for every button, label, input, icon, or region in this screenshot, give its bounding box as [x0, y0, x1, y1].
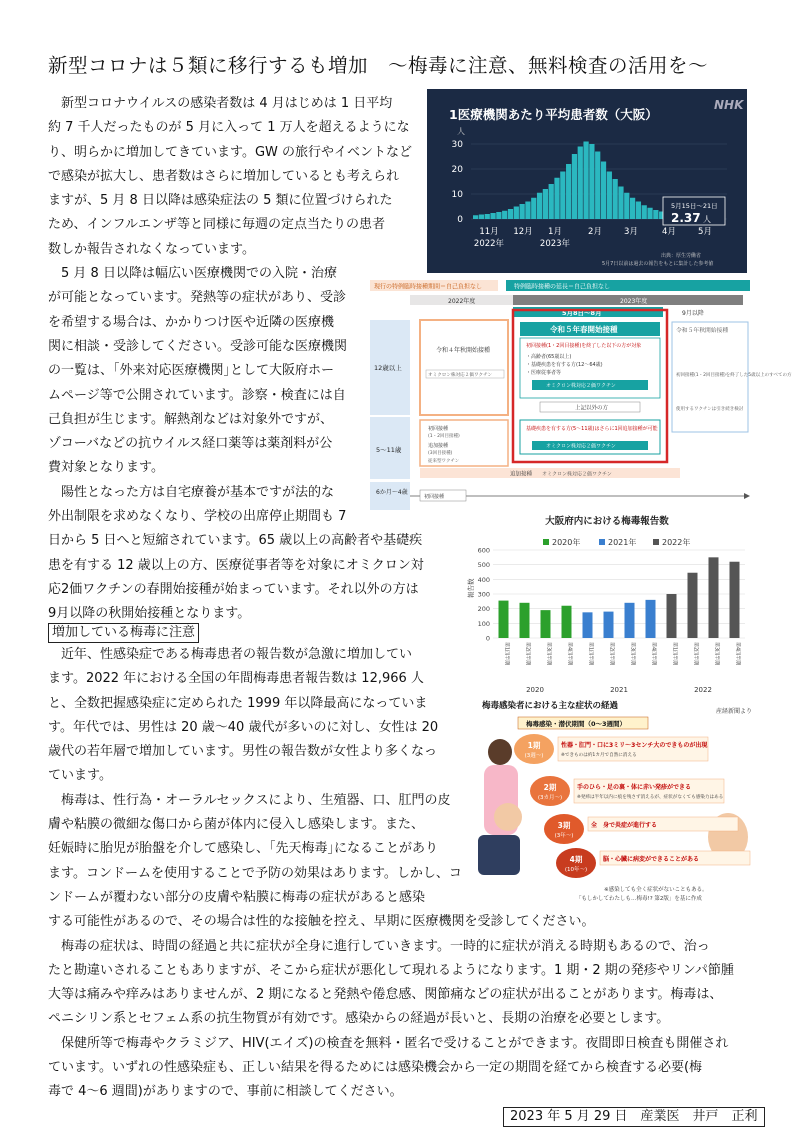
- nhk-logo: NHK: [714, 98, 744, 112]
- syph-x-label: 第1四半期: [587, 642, 594, 666]
- text-line: ますが、5 月 8 日以降は感染症法の 5 類に位置づけられた: [48, 193, 393, 209]
- nhk-bar: [525, 202, 530, 220]
- nhk-bar: [485, 214, 490, 219]
- syph-year-label: 2022: [694, 686, 712, 694]
- nhk-x-label: 11月: [479, 227, 499, 237]
- stage-time: (3カ月～): [537, 795, 563, 801]
- text-line: ムページ等で公開されています。診察・検査には自: [48, 387, 346, 403]
- nhk-bar: [653, 210, 658, 219]
- stage-text1: 全 身で炎症が進行する: [591, 822, 658, 829]
- year2023: 2023年度: [620, 298, 648, 305]
- nhk-bar: [578, 147, 583, 220]
- syph-x-label: 第2四半期: [524, 642, 531, 666]
- nhk-bar: [520, 204, 525, 219]
- text-line: 数しか報告されなくなっています。: [48, 241, 255, 257]
- syph-bar: [625, 603, 635, 638]
- autumn-title: 令和５年秋開始接種: [676, 328, 729, 334]
- text-line: で感染が拡大し、患者数はさらに増加しているとも考えられ: [48, 168, 400, 184]
- nhk-bar: [537, 193, 542, 219]
- text-line: ています。: [48, 768, 112, 784]
- legend2: 特例臨時接種の延長＝自己負担なし: [514, 283, 611, 291]
- other: 上記以外の方: [575, 405, 609, 412]
- nhk-bar: [595, 152, 600, 220]
- text-line: 己負担が生じます。解熱剤などは対象外ですが、: [48, 411, 333, 427]
- symptoms-svg: [478, 697, 756, 907]
- syph-y-tick: 0: [485, 634, 490, 643]
- text-line: する可能性があるので、その場合は性的な接触を控え、早期に医療機関を受診してください。: [48, 914, 595, 930]
- nhk-x-label: 5月: [698, 227, 712, 237]
- nhk-y-tick: 0: [457, 215, 463, 225]
- spring-b1: ・高齢者(65歳以上): [526, 354, 572, 360]
- spring-b2: ・基礎疾患を有する方(12～64歳): [526, 362, 603, 368]
- nhk-x-label: 3月: [624, 227, 638, 237]
- syph-y-tick: 500: [477, 561, 490, 570]
- syphilis-svg: [463, 510, 751, 696]
- nhk-bar: [630, 198, 635, 219]
- syph-title: 大阪府内における梅毒報告数: [545, 516, 669, 527]
- syph-bar: [520, 603, 530, 638]
- sym-note1: ※感染しても全く症状がないこともある。: [604, 887, 708, 893]
- extra-row: 追加接種: [510, 471, 533, 478]
- text-line: の一覧は、｢外来対応医療機関｣として大阪府ホー: [48, 363, 335, 379]
- infant: 初回接種: [424, 494, 445, 500]
- syph-x-label: 第3四半期: [629, 642, 636, 666]
- stage-time: (3週～): [524, 753, 544, 759]
- text-line: ます。2022 年における全国の年間梅毒患者報告数は 12,966 人: [48, 671, 424, 687]
- syph-bar: [646, 600, 656, 638]
- nhk-bar: [618, 187, 623, 220]
- nhk-bar: [496, 212, 501, 219]
- text-line: 近年、性感染症である梅毒患者の報告数が急激に増加してい: [48, 647, 413, 662]
- syph-x-label: 第4四半期: [734, 642, 741, 666]
- stage-text1: 性器・肛門・口に3ミリ～3センチ大のできものが出現: [561, 742, 708, 749]
- syph-y-tick: 600: [477, 546, 490, 555]
- nhk-bar: [549, 184, 554, 219]
- syph-bars: [499, 557, 740, 638]
- text-line: 梅毒は、性行為・オーラルセックスにより、生殖器、口、肛門の皮: [48, 792, 451, 808]
- text-line: ンドームが覆わない部分の皮膚や粘膜に梅毒の症状があると感染: [48, 889, 426, 905]
- text-line: ています。いずれの性感染症も、正しい結果を得るためには感染機会から一定の期間を経てから検査する必要(梅: [48, 1060, 703, 1076]
- nhk-y-tick: 20: [451, 165, 463, 175]
- nhk-source-1: 出典：厚生労働省: [661, 253, 702, 259]
- text-line: 梅毒の症状は、時間の経過と共に症状が全身に進行していきます。一時的に症状が消える時期もあるので、治っ: [48, 938, 710, 954]
- text-line: 外出制限を求めなくなり、学校の出席停止期間も 7: [48, 509, 347, 525]
- nhk-chart-title: 1医療機関あたり平均患者数（大阪）: [449, 107, 658, 122]
- syph-x-labels: [504, 642, 742, 694]
- text-line: り、明らかに増加してきています。GW の旅行やイベントなど: [48, 144, 413, 160]
- extra-label: 追加接種: [428, 443, 449, 449]
- syph-bar: [667, 594, 677, 638]
- nhk-x-label: 2月: [588, 227, 602, 237]
- nhk-bar: [589, 144, 594, 219]
- nhk-callout-unit: 人: [703, 215, 711, 224]
- extra-row-vac: オミクロン株対応２価ワクチン: [542, 471, 612, 478]
- vaccine-svg: [370, 280, 792, 512]
- sym-title: 梅毒感染者における主な症状の経過: [482, 701, 619, 711]
- legend-label: 2022年: [662, 538, 691, 547]
- initial-sub: (1・2回目接種): [428, 434, 460, 439]
- nhk-bar: [514, 207, 519, 220]
- text-line: 9月以降の秋開始接種となります。: [48, 606, 251, 622]
- syph-x-label: 第1四半期: [503, 642, 510, 666]
- stage-label: 2期: [543, 783, 557, 792]
- text-line: 日から 5 日へと短縮されています。65 歳以上の高齢者や基礎疾: [48, 533, 423, 549]
- syphilis-bar-chart: [463, 510, 751, 696]
- nhk-bar: [543, 189, 548, 219]
- syphilis-symptoms-figure: [478, 697, 756, 907]
- nhk-bar: [490, 213, 495, 219]
- text-line: 歳代の若年層で増加しています。男性の報告数が女性より多くなっ: [48, 744, 437, 760]
- spring-title: 令和５年春開始接種: [550, 325, 618, 334]
- nhk-bar: [601, 162, 606, 220]
- text-line: 関に相談・受診してください。受診可能な医療機関: [48, 338, 348, 354]
- text-line: ます。コンドームを使用することで予防の効果はあります。しかし、コ: [48, 865, 462, 881]
- syph-y-tick: 100: [477, 619, 490, 628]
- syph-y-tick: 300: [477, 590, 490, 599]
- sym-header: 梅毒感染・潜伏期間（0～3週間）: [526, 720, 627, 728]
- stage-text2: ※発疹は半年以内に痕を残さず消えるが、症状がなくても感染力はある: [577, 795, 724, 800]
- stage-text1: 脳・心臓に病変ができることがある: [603, 856, 700, 863]
- nhk-bar: [642, 205, 647, 219]
- nhk-bar: [624, 193, 629, 219]
- text-line: 応2価ワクチンの春開始接種が始まっています。それ以外の方は: [48, 581, 419, 597]
- legend-swatch: [599, 539, 605, 545]
- text-line: 保健所等で梅毒やクラミジア、HIV(エイズ)の検査を無料・匿名で受けることができます。夜間即日検査も開催され: [48, 1035, 729, 1051]
- autumn-t1: 初回接種(1・2回目接種)を終了した5歳以上のすべての方: [676, 373, 792, 378]
- text-line: す。年代では、男性は 20 歳～40 歳代が多いのに対し、女性は 20: [48, 719, 439, 735]
- sym-source: 産経新聞より: [716, 708, 753, 715]
- syph-bar: [688, 573, 698, 638]
- text-line: たと勘違いされることもありますが、そこから症状が悪化して現れるようになります。1 期・2 期の発疹やリンパ節腫: [48, 962, 734, 978]
- nhk-bar: [508, 209, 513, 219]
- stage-time: (3年～): [554, 833, 574, 839]
- row1-label: 12歳以上: [374, 364, 402, 372]
- nhk-x-label: 12月: [513, 227, 533, 237]
- nhk-y-tick: 10: [451, 190, 463, 200]
- nhk-bar: [531, 198, 536, 219]
- text-line: 大等は痛みや痒みはありませんが、2 期になると発熱や倦怠感、関節痛などの症状が出ることがあります。梅毒は、: [48, 987, 723, 1003]
- text-line: 費対象となります。: [48, 460, 164, 476]
- nhk-y-tick: 30: [451, 140, 463, 150]
- syph-legend: [543, 537, 690, 547]
- vaccine-schedule-diagram: [370, 280, 792, 512]
- text-line: 毒で 4～6 週間)がありますので、事前に相談してください。: [48, 1084, 403, 1100]
- stage-text2: ※できものは約1カ月で自然に消える: [561, 753, 637, 758]
- syph-x-label: 第4四半期: [650, 642, 657, 666]
- nhk-bar: [572, 154, 577, 219]
- syph-bar: [604, 612, 614, 638]
- intro-paragraphs: [48, 92, 424, 627]
- legend-label: 2020年: [552, 538, 581, 547]
- r4-omicron: オミクロン株対応２価ワクチン: [428, 373, 493, 378]
- nhk-bar: [636, 202, 641, 220]
- r4-label: 令和４年秋開始接種: [436, 347, 491, 354]
- nhk-chart-svg: [427, 89, 747, 273]
- syph-y-tick: 200: [477, 605, 490, 614]
- section-heading-box: [48, 623, 199, 643]
- text-line: を希望する場合は、かかりつけ医や近隣の医療機: [48, 314, 335, 330]
- nhk-bar: [566, 164, 571, 219]
- syph-x-label: 第4四半期: [566, 642, 573, 666]
- syph-x-label: 第3四半期: [545, 642, 552, 666]
- kids-note: 基礎疾患を有する方(5～11歳)はさらに1回追加接種が可能: [526, 426, 658, 432]
- text-line: 患を有する 12 歳以上の方、医療従事者等を対象にオミクロン対: [48, 557, 424, 573]
- nhk-source-2: 5月7日以前は過去の報告をもとに集計した参考値: [602, 261, 714, 267]
- nhk-x-label: 4月: [662, 227, 676, 237]
- nhk-unit: 人: [457, 127, 465, 136]
- syph-bar: [499, 601, 509, 638]
- nhk-year-label: 2023年: [539, 239, 571, 249]
- row3-label: 6か月～4歳: [376, 489, 408, 496]
- stage-label: 1期: [527, 741, 541, 750]
- nhk-bar: [560, 172, 565, 220]
- nhk-bar: [479, 215, 484, 220]
- signature: 2023 年 5 月 29 日 産業医 井戸 正利: [503, 1107, 765, 1127]
- row2-label: 5～11歳: [376, 446, 402, 454]
- infant-arrow-head: [744, 493, 750, 499]
- syph-bar: [709, 557, 719, 638]
- spring-vaccine: オミクロン株対応２価ワクチン: [546, 383, 616, 389]
- nhk-callout-value: 2.37: [671, 211, 701, 225]
- after-sep: 9月以降: [682, 310, 704, 317]
- conventional: 従来型ワクチン: [428, 459, 460, 464]
- section-heading: 増加している梅毒に注意: [48, 623, 199, 643]
- legend-swatch: [543, 539, 549, 545]
- sym-note2: 「もしかしてわたしも…梅毒!? 第2版」を基に作成: [576, 896, 702, 902]
- text-line: と、全数把握感染症に定められた 1999 年以降最高になっていま: [48, 695, 428, 711]
- legend-label: 2021年: [608, 538, 637, 547]
- syph-year-label: 2021: [610, 686, 628, 694]
- syph-bar: [730, 562, 740, 638]
- initial-label: 初回接種: [428, 426, 449, 432]
- nhk-bar: [554, 178, 559, 219]
- syph-year-label: 2020: [526, 686, 544, 694]
- stage-time: (10年～): [564, 867, 588, 873]
- period: 5月8日～8月: [562, 309, 602, 317]
- syph-bar: [541, 610, 551, 638]
- text-line: ゾコーバなどの抗ウイルス経口薬等は薬剤料が公: [48, 436, 333, 452]
- text-line: 膚や粘膜の微細な傷口から菌が体内に侵入し感染します。また、: [48, 817, 424, 833]
- nhk-bar: [502, 211, 507, 219]
- kids-vaccine: オミクロン株対応２価ワクチン: [546, 443, 616, 450]
- nhk-covid-chart: [427, 89, 747, 273]
- row3-bg: [370, 482, 410, 510]
- syph-y-tick: 400: [477, 575, 490, 584]
- text-line: 約 7 千人だったものが 5 月に入って 1 万人を超えるようにな: [48, 120, 410, 136]
- text-line: 妊娠時に胎児が胎盤を介して感染し、｢先天梅毒｣になることがあり: [48, 841, 439, 857]
- page-title: 新型コロナは５類に移行するも増加 ～梅毒に注意、無料検査の活用を～: [48, 54, 709, 77]
- text-line: が可能となっています。発熱等の症状があり、受診: [48, 290, 346, 306]
- syph-x-label: 第2四半期: [608, 642, 615, 666]
- syph-x-label: 第3四半期: [713, 642, 720, 666]
- syph-bar: [583, 612, 593, 638]
- stage-label: 4期: [569, 855, 583, 864]
- syph-bar: [562, 606, 572, 638]
- legend-swatch: [653, 539, 659, 545]
- nhk-callout-period: 5月15日～21日: [671, 202, 718, 210]
- nhk-bar: [473, 215, 478, 219]
- text-line: ため、インフルエンザ等と同様に毎週の定点当たりの患者: [48, 217, 385, 233]
- nhk-bar: [583, 142, 588, 220]
- text-line: 陽性となった方は自宅療養が基本ですが法的な: [48, 484, 335, 500]
- nhk-year-label: 2022年: [473, 239, 505, 249]
- text-line: 新型コロナウイルスの感染者数は 4 月はじめは 1 日平均: [48, 96, 393, 111]
- year2022: 2022年度: [448, 298, 476, 305]
- nhk-bar: [647, 208, 652, 219]
- syph-x-label: 第2四半期: [692, 642, 699, 666]
- autumn-t2: 使用するワクチンは引き続き検討: [676, 407, 744, 412]
- spring-b3: ・医療従事者等: [526, 370, 562, 376]
- text-line: ペニシリン系とセフェム系の抗生物質が有効です。感染からの経過が長いと、長期の治療を必要とします。: [48, 1011, 670, 1027]
- extra-sub: (3回目接種): [428, 451, 453, 456]
- syph-x-label: 第1四半期: [671, 642, 678, 666]
- text-line: 5 月 8 日以降は幅広い医療機関での入院・治療: [48, 266, 337, 282]
- syph-ylabel: 報告数: [467, 578, 475, 598]
- nhk-bar: [607, 172, 612, 220]
- stage-label: 3期: [557, 821, 571, 830]
- nhk-bar: [613, 179, 618, 219]
- r4-box: [420, 320, 508, 415]
- legend1: 現行の特例臨時接種期間＝自己負担なし: [374, 283, 483, 291]
- stage-text1: 手のひら・足の裏・体に赤い発疹ができる: [577, 784, 692, 791]
- nhk-x-label: 1月: [548, 227, 562, 237]
- spring-target: 初回接種(1・2回目接種)を終了した以下の方が対象: [526, 343, 642, 349]
